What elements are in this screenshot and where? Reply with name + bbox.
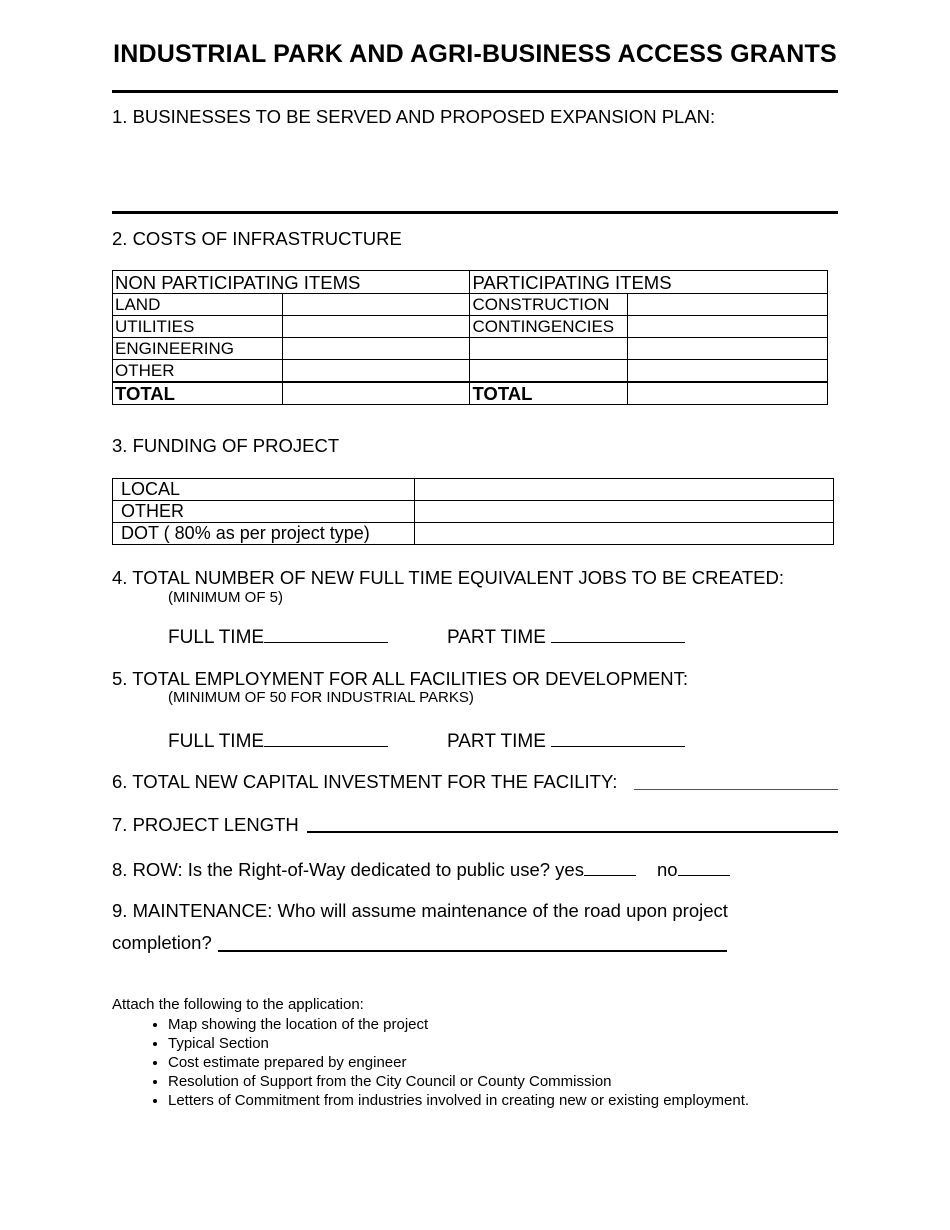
- section-4-label: 4. TOTAL NUMBER OF NEW FULL TIME EQUIVALENT JOBS TO BE CREATED:: [112, 567, 784, 588]
- cost-item-label: UTILITIES: [113, 316, 283, 338]
- funding-source-label: DOT ( 80% as per project type): [113, 523, 415, 545]
- full-time-employment-field[interactable]: [264, 728, 388, 747]
- full-time-label: FULL TIME: [168, 731, 265, 752]
- cost-item-label: OTHER: [113, 360, 283, 383]
- section-7-label: 7. PROJECT LENGTH: [112, 814, 299, 835]
- part-time-jobs-field[interactable]: [551, 624, 685, 643]
- list-item: • Cost estimate prepared by engineer: [168, 1053, 749, 1072]
- participating-header: PARTICIPATING ITEMS: [470, 271, 828, 294]
- divider: [112, 211, 838, 214]
- project-length-field[interactable]: [307, 831, 838, 833]
- cost-item-label: CONTINGENCIES: [470, 316, 628, 338]
- non-participating-header: NON PARTICIPATING ITEMS: [113, 271, 470, 294]
- cost-input-other[interactable]: [282, 360, 470, 383]
- attachments-section: [112, 996, 749, 1110]
- section-2-label: 2. COSTS OF INFRASTRUCTURE: [112, 228, 402, 249]
- full-time-label: FULL TIME: [168, 627, 265, 648]
- part-time-label: PART TIME: [447, 731, 546, 752]
- cost-item-label[interactable]: [470, 360, 628, 383]
- list-item: • Map showing the location of the project: [168, 1015, 749, 1034]
- section-5-full-time-row: [168, 728, 388, 753]
- section-1-label: 1. BUSINESSES TO BE SERVED AND PROPOSED EXPANSION PLAN:: [112, 106, 716, 127]
- full-time-jobs-field[interactable]: [264, 624, 388, 643]
- cost-input-blank[interactable]: [628, 360, 828, 383]
- list-item: • Letters of Commitment from industries involved in creating new or existing employment.: [168, 1091, 749, 1110]
- list-item: • Resolution of Support from the City Council or County Commission: [168, 1072, 749, 1091]
- section-9-line2: completion?: [112, 932, 212, 953]
- section-4-note: (MINIMUM OF 5): [168, 589, 283, 606]
- section-5-label: 5. TOTAL EMPLOYMENT FOR ALL FACILITIES OR DEVELOPMENT:: [112, 668, 689, 689]
- non-participating-total-input[interactable]: [282, 382, 470, 405]
- no-label: no: [656, 859, 678, 880]
- funding-input-local[interactable]: [414, 479, 833, 501]
- cost-input-land[interactable]: [282, 294, 470, 316]
- cost-item-label: ENGINEERING: [113, 338, 283, 360]
- capital-investment-field[interactable]: [634, 789, 838, 790]
- funding-input-dot[interactable]: [414, 523, 833, 545]
- section-4-part-time-row: [447, 624, 685, 649]
- cost-input-engineering[interactable]: [282, 338, 470, 360]
- cost-input-blank[interactable]: [628, 338, 828, 360]
- participating-total-input[interactable]: [628, 382, 828, 405]
- cost-input-utilities[interactable]: [282, 316, 470, 338]
- total-label: TOTAL: [470, 382, 628, 405]
- part-time-employment-field[interactable]: [551, 728, 685, 747]
- cost-item-label: CONSTRUCTION: [470, 294, 628, 316]
- divider: [112, 90, 838, 93]
- part-time-label: PART TIME: [447, 627, 546, 648]
- attachments-list: [112, 1015, 749, 1110]
- section-8-label: 8. ROW: Is the Right-of-Way dedicated to public use? yes: [112, 859, 584, 880]
- list-item: • Typical Section: [168, 1034, 749, 1053]
- costs-table: [112, 270, 828, 405]
- maintenance-field[interactable]: [218, 950, 727, 952]
- funding-input-other[interactable]: [414, 501, 833, 523]
- section-5-note: (MINIMUM OF 50 FOR INDUSTRIAL PARKS): [168, 689, 474, 706]
- section-6-label: 6. TOTAL NEW CAPITAL INVESTMENT FOR THE FACILITY:: [112, 771, 618, 792]
- section-5-part-time-row: [447, 728, 685, 753]
- page-title: INDUSTRIAL PARK AND AGRI-BUSINESS ACCESS GRANTS: [113, 40, 837, 68]
- total-label: TOTAL: [113, 382, 283, 405]
- cost-item-label: LAND: [113, 294, 283, 316]
- section-9-line1: 9. MAINTENANCE: Who will assume maintenance of the road upon project: [112, 900, 728, 921]
- funding-source-label: OTHER: [113, 501, 415, 523]
- section-8-row: [112, 857, 730, 881]
- section-3-label: 3. FUNDING OF PROJECT: [112, 435, 340, 456]
- cost-input-construction[interactable]: [628, 294, 828, 316]
- cost-input-contingencies[interactable]: [628, 316, 828, 338]
- funding-source-label: LOCAL: [113, 479, 415, 501]
- attachments-intro: Attach the following to the application:: [112, 996, 364, 1013]
- row-yes-field[interactable]: [584, 857, 636, 876]
- cost-item-label[interactable]: [470, 338, 628, 360]
- funding-table: [112, 478, 834, 545]
- row-no-field[interactable]: [678, 857, 730, 876]
- section-4-full-time-row: [168, 624, 388, 649]
